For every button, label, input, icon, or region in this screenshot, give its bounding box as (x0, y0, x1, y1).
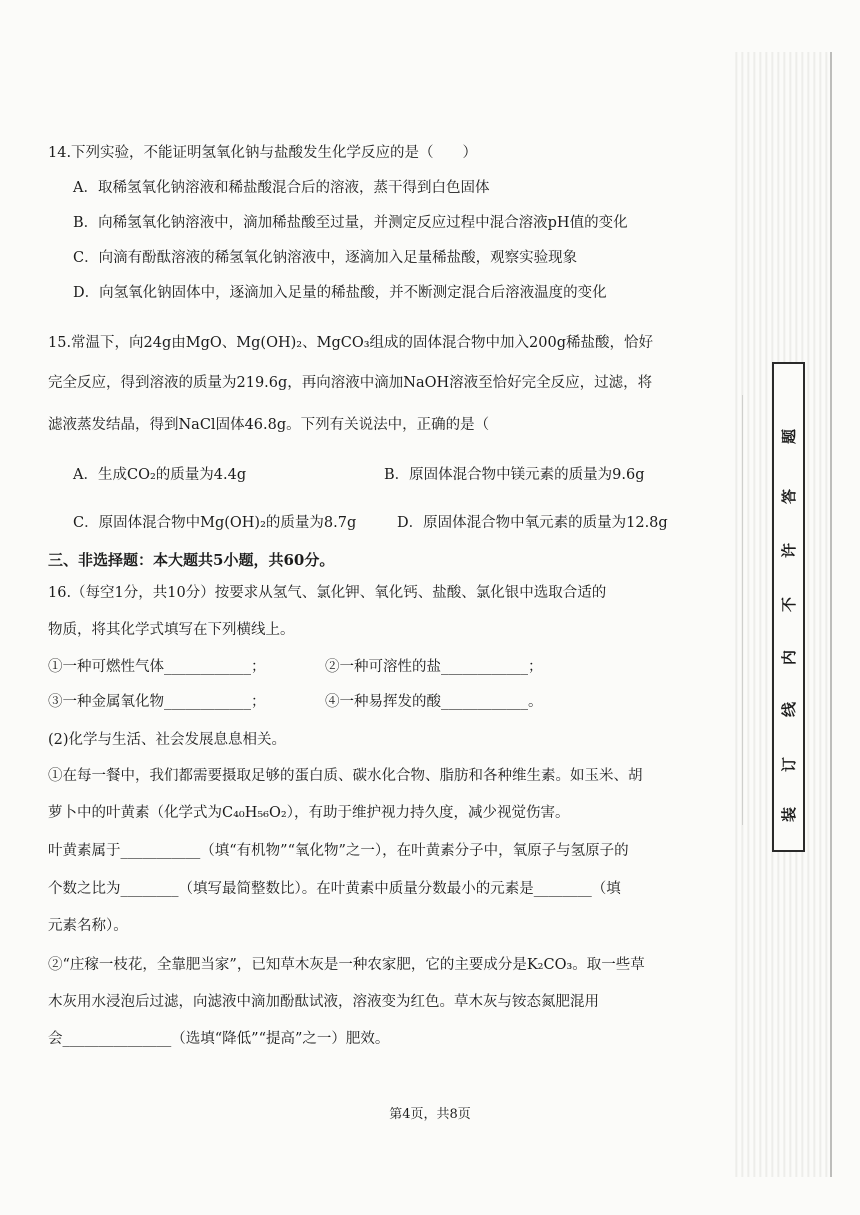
q15-line-1: 15.常温下，向24g由MgO、Mg(OH)₂、MgCO₃组成的固体混合物中加入200g稀盐酸，恰好 (48, 335, 653, 351)
q16-sub1-line-4: 个数之比为________（填写最简整数比）。在叶黄素中质量分数最小的元素是________（填 (48, 881, 621, 897)
q16-item-1: ①一种可燃性气体____________； (48, 659, 266, 675)
binding-char: 不 (780, 597, 798, 613)
q16-sub2-line-2: 木灰用水浸泡后过滤，向滤液中滴加酚酞试液，溶液变为红色。草木灰与铵态氮肥混用 (48, 994, 599, 1010)
q14-stem: 14.下列实验，不能证明氢氧化钠与盐酸发生化学反应的是（ ） (48, 145, 478, 161)
q16-sub2-line-1: ②“庄稼一枝花，全靠肥当家”，已知草木灰是一种农家肥，它的主要成分是K₂CO₃。取一些草 (48, 957, 645, 973)
binding-char: 答 (780, 489, 798, 505)
binding-line-box (772, 362, 805, 852)
q15-option-d: D．原固体混合物中氧元素的质量为12.8g (397, 515, 668, 531)
q15-line-2: 完全反应，得到溶液的质量为219.6g，再向溶液中滴加NaOH溶液至恰好完全反应，过滤，将 (48, 375, 653, 391)
q16-sub2-line-3: 会_______________（选填“降低”“提高”之一）肥效。 (48, 1031, 390, 1047)
q16-line-1: 16.（每空1分，共10分）按要求从氢气、氯化钾、氧化钙、盐酸、氯化银中选取合适的 (48, 585, 607, 601)
q16-item-2: ②一种可溶性的盐____________； (325, 659, 543, 675)
q16-item-4: ④一种易挥发的酸____________。 (325, 694, 543, 710)
q15-option-c: C．原固体混合物中Mg(OH)₂的质量为8.7g (73, 515, 357, 531)
q16-sub1-line-3: 叶黄素属于___________（填“有机物”“氧化物”之一），在叶黄素分子中，氧原子与氢原子的 (48, 843, 629, 859)
q15-option-b: B．原固体混合物中镁元素的质量为9.6g (384, 467, 645, 483)
binding-char: 许 (780, 543, 798, 559)
q14-option-d: D．向氢氧化钠固体中，逐滴加入足量的稀盐酸，并不断测定混合后溶液温度的变化 (73, 285, 607, 301)
q16-item-3: ③一种金属氧化物____________； (48, 694, 266, 710)
q15-line-3: 滤液蒸发结晶，得到NaCl固体46.8g。下列有关说法中，正确的是（ (48, 417, 490, 433)
binding-char: 订 (780, 757, 798, 773)
q14-option-b: B．向稀氢氧化钠溶液中，滴加稀盐酸至过量，并测定反应过程中混合溶液pH值的变化 (73, 215, 628, 231)
binding-char: 题 (780, 429, 798, 445)
q14-option-a: A．取稀氢氧化钠溶液和稀盐酸混合后的溶液，蒸干得到白色固体 (73, 180, 490, 196)
binding-char: 线 (780, 702, 798, 718)
margin-divider-line (742, 395, 743, 825)
q15-option-a: A．生成CO₂的质量为4.4g (73, 467, 247, 483)
q14-option-c: C．向滴有酚酞溶液的稀氢氧化钠溶液中，逐滴加入足量稀盐酸，观察实验现象 (73, 250, 578, 266)
q16-part-2-heading: (2)化学与生活、社会发展息息相关。 (48, 732, 287, 748)
q16-sub1-line-5: 元素名称）。 (48, 918, 128, 934)
page-edge-line (830, 52, 832, 1177)
q16-sub1-line-1: ①在每一餐中，我们都需要摄取足够的蛋白质、碳水化合物、脂肪和各种维生素。如玉米、胡 (48, 768, 643, 784)
q16-sub1-line-2: 萝卜中的叶黄素（化学式为C₄₀H₅₆O₂），有助于维护视力持久度，减少视觉伤害。 (48, 805, 570, 821)
page-number-footer: 第4页，共8页 (389, 1107, 471, 1122)
binding-char: 装 (780, 807, 798, 823)
binding-char: 内 (780, 650, 798, 666)
q16-line-2: 物质，将其化学式填写在下列横线上。 (48, 622, 295, 638)
section-3-heading: 三、非选择题：本大题共5小题，共60分。 (48, 551, 335, 569)
